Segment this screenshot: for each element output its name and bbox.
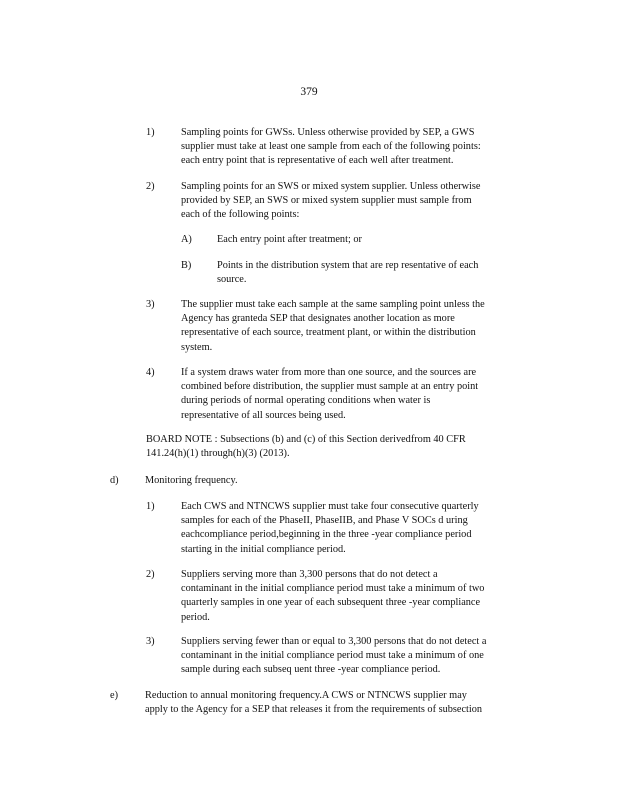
item-marker: e) <box>110 690 118 701</box>
item-line: each entry point that is representative of each well after treatment. <box>181 155 454 167</box>
item-marker: d) <box>110 475 119 486</box>
item-line: apply to the Agency for a SEP that releases it from the requirements of subsection <box>145 704 483 716</box>
item-line: supplier must take at least one sample from each of the following points: <box>181 141 481 153</box>
item-line: sample during each subseq uent three -year compliance period. <box>181 664 441 676</box>
item-marker: 1) <box>146 501 155 512</box>
list-item <box>146 180 546 224</box>
list-item <box>110 689 550 719</box>
list-item <box>146 568 546 626</box>
item-line: starting in the initial compliance period. <box>181 543 346 555</box>
item-text <box>181 366 478 423</box>
list-item <box>146 635 546 679</box>
list-item <box>146 366 546 424</box>
item-line: quarterly samples in one year of each subsequent three -year compliance <box>181 597 481 609</box>
item-line: Suppliers serving more than 3,300 persons that do not detect a <box>181 569 438 580</box>
list-item <box>146 126 546 170</box>
item-line: Each CWS and NTNCWS supplier must take four consecutive quarterly <box>181 501 479 512</box>
item-line: Agency has granteda SEP that designates another location as more <box>181 313 455 325</box>
item-line: source. <box>217 274 247 286</box>
item-line: representative of all sources being used. <box>181 409 346 421</box>
item-line: Sampling points for GWSs. Unless otherwise provided by SEP, a GWS <box>181 127 475 138</box>
item-line: combined before distribution, the supplier must sample at an entry point <box>181 381 479 393</box>
item-text <box>181 298 485 355</box>
item-marker: B) <box>181 260 192 271</box>
item-line: Reduction to annual monitoring frequency.A CWS or NTNCWS supplier may <box>145 690 467 701</box>
item-line: period. <box>181 611 210 623</box>
item-line: representative of each source, treatment plant, or within the distribution <box>181 327 476 339</box>
item-marker: 2) <box>146 181 155 192</box>
item-line: Each entry point after treatment; or <box>217 234 362 245</box>
item-text <box>217 259 478 287</box>
item-line: Sampling points for an SWS or mixed system supplier. Unless otherwise <box>181 181 481 192</box>
list-item <box>146 500 546 558</box>
item-text <box>145 474 238 488</box>
board-note <box>146 433 546 461</box>
item-line: each of the following points: <box>181 209 300 221</box>
list-item <box>110 474 540 490</box>
item-marker: A) <box>181 234 192 245</box>
item-text <box>181 635 486 678</box>
item-line: The supplier must take each sample at the same sampling point unless the <box>181 299 485 310</box>
item-line: provided by SEP, an SWS or mixed system supplier must sample from <box>181 195 472 207</box>
note-line: 141.24(h)(1) through(h)(3) (2013). <box>146 448 290 460</box>
item-line: Suppliers serving fewer than or equal to 3,300 persons that do not detect a <box>181 636 487 647</box>
list-item <box>181 233 541 249</box>
item-line: contaminant in the initial compliance period must take a minimum of one <box>181 650 484 662</box>
item-line: If a system draws water from more than one source, and the sources are <box>181 367 477 378</box>
list-item <box>146 298 546 356</box>
page-number: 379 <box>300 86 318 98</box>
item-text <box>181 500 479 557</box>
item-marker: 2) <box>146 569 155 580</box>
item-marker: 4) <box>146 367 155 378</box>
item-line: Monitoring frequency. <box>145 475 238 486</box>
item-marker: 1) <box>146 127 155 138</box>
item-marker: 3) <box>146 636 155 647</box>
list-item <box>181 259 541 289</box>
item-text <box>181 568 484 625</box>
note-line: BOARD NOTE : Subsections (b) and (c) of this Section derivedfrom 40 CFR <box>146 434 466 445</box>
item-text <box>181 126 481 169</box>
item-line: contaminant in the initial compliance period must take a minimum of two <box>181 583 485 595</box>
item-line: during periods of normal operating conditions when water is <box>181 395 431 407</box>
item-line: samples for each of the PhaseII, PhaseIIB, and Phase V SOCs d uring <box>181 515 468 527</box>
item-line: Points in the distribution system that are rep resentative of each <box>217 260 479 271</box>
item-line: eachcompliance period,beginning in the three -year compliance period <box>181 529 472 541</box>
item-marker: 3) <box>146 299 155 310</box>
item-line: system. <box>181 341 213 353</box>
item-text <box>181 180 480 223</box>
item-text <box>145 689 482 717</box>
item-text <box>217 233 362 247</box>
